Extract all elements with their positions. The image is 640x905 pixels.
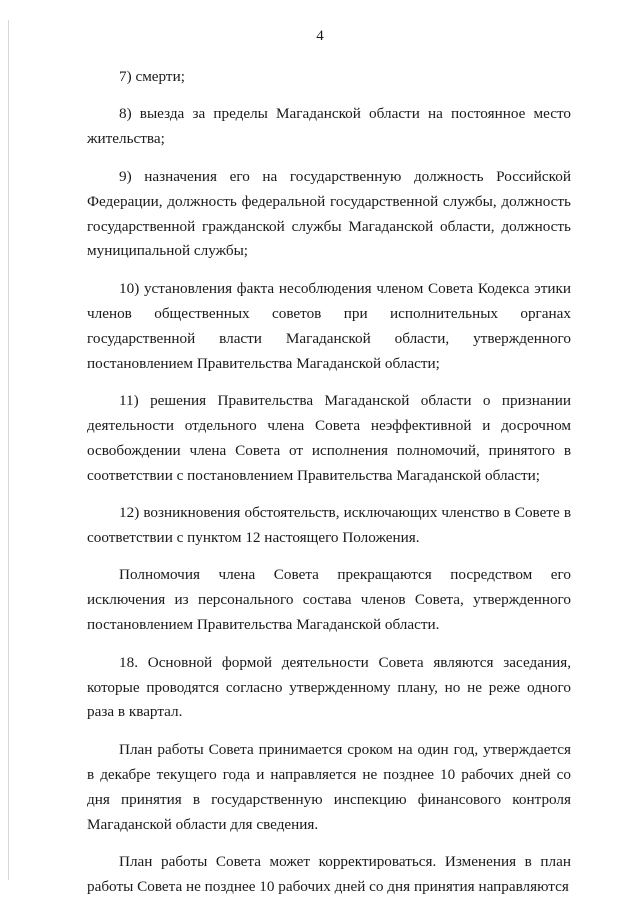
paragraph-plan-corrections: План работы Совета может корректироваться. Изменения в план работы Совета не позднее 10 рабочих дней со дня принятия направляются: [87, 852, 571, 895]
paragraph-item-9: 9) назначения его на государственную должность Российской Федерации, должность федеральной государственной службы, должность государственной гражданской службы Магаданской области, должность муниципальной службы;: [87, 167, 571, 260]
paragraph-item-10: 10) установления факта несоблюдения членом Совета Кодекса этики членов общественных советов при исполнительных органах государственной власти Магаданской области, утвержденного постановлением Правительства Магаданской области;: [87, 279, 571, 372]
paragraph-item-11: 11) решения Правительства Магаданской области о признании деятельности отдельного члена Совета неэффективной и досрочном освобождении члена Совета от исполнения полномочий, принятого в соответствии с постановлением Правительства Магаданской области;: [87, 391, 571, 484]
paragraph-work-plan: План работы Совета принимается сроком на один год, утверждается в декабре текущего года и направляется не позднее 10 рабочих дней со дня принятия в государственную инспекцию финансового контроля Магаданской области для сведения.: [87, 740, 571, 833]
paragraph-section-18: 18. Основной формой деятельности Совета являются заседания, которые проводятся согласно утвержденному плану, но не реже одного раза в квартал.: [87, 653, 571, 721]
paragraph-item-12: 12) возникновения обстоятельств, исключающих членство в Совете в соответствии с пунктом 12 настоящего Положения.: [87, 504, 571, 546]
paragraph-item-8: 8) выезда за пределы Магаданской области на постоянное место жительства;: [87, 105, 571, 148]
document-body: [87, 65, 571, 905]
scan-edge-mark: [8, 20, 9, 880]
paragraph-termination-procedure: Полномочия члена Совета прекращаются посредством его исключения из персонального состава членов Совета, утвержденного постановлением Правительства Магаданской области.: [87, 566, 571, 634]
page-number: 4: [316, 28, 324, 44]
paragraph-item-7: 7) смерти;: [119, 68, 185, 85]
